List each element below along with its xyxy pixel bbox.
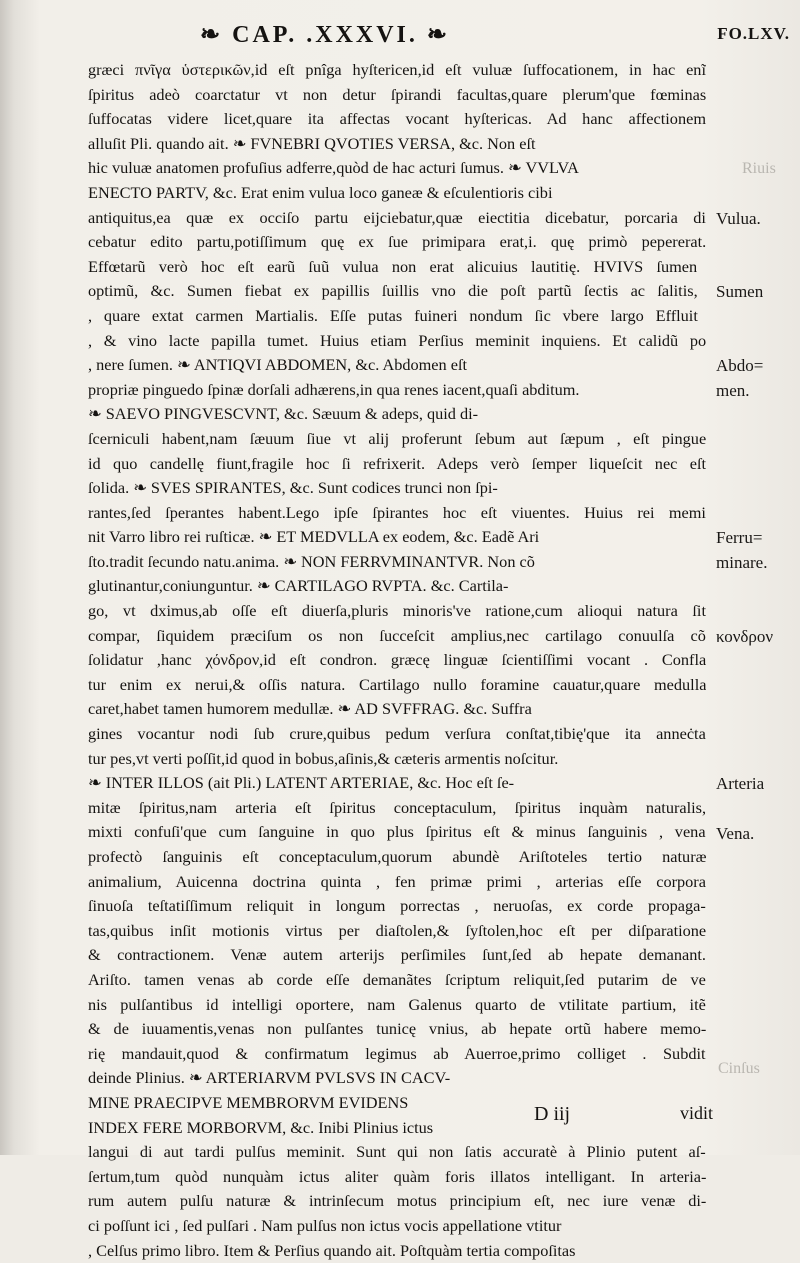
text-line: , quare extat carmen Martialis. Eſſe putas fuineri nondum ſic vbere largo Effluit xyxy=(88,304,706,329)
text-line: tur pes,vt verti poſſit,id quod in bobus,aſinis,& cæteris armentis noſcitur. xyxy=(88,747,706,772)
text-line: ſpiritus adeò coarctatur vt non detur ſpirandi facultas,quare plerum'que fœminas xyxy=(88,83,706,108)
text-line: profectò ſanguinis eſt conceptaculum,quorum abundè Ariſtoteles tertio naturæ xyxy=(88,845,706,870)
text-line: ſinuoſa teſtatiſſimum reliquit in longum porrectas , neruoſas, ex corde propaga- xyxy=(88,894,706,919)
text-line: nit Varro libro rei ruſticæ. ❧ ET MEDVLLA ex eodem, &c. Eadẽ Ari xyxy=(88,525,706,550)
text-line: hic vuluæ anatomen profuſius adferre,quòd de hac acturi ſumus. ❧ VVLVA xyxy=(88,156,706,181)
text-line: propriæ pinguedo ſpinæ dorſali adhærens,in qua renes iacent,quaſi abditum. xyxy=(88,378,706,403)
text-line: & contractionem. Venæ autem arterijs perſimiles ſunt,ſed ab hepate demanant. xyxy=(88,943,706,968)
text-line: deinde Plinius. ❧ ARTERIARVM PVLSVS IN CACV- xyxy=(88,1066,706,1091)
margin-note: Vena. xyxy=(716,823,798,845)
text-line: nis pulſantibus id intelligi oportere, nam Galenus quarto de vtilitate partium, itẽ xyxy=(88,993,706,1018)
text-line: mixti confuſi'que cum ſanguine in quo plus ſpiritus eſt & minus ſanguinis , vena xyxy=(88,820,706,845)
text-line: ſto.tradit ſecundo natu.anima. ❧ NON FERRVMINANTVR. Non cõ xyxy=(88,550,706,575)
text-line: antiquitus,ea quæ ex occiſo partu eijciebatur,quæ eiectitia dicebatur, porcaria di xyxy=(88,206,706,231)
page-footer xyxy=(88,1103,713,1133)
margin-note: men. xyxy=(716,380,798,402)
text-line: optimũ, &c. Sumen fiebat ex papillis ſuillis vno die poſt partũ ſectis ac ſalitis, xyxy=(88,279,706,304)
text-line: tur enim ex nerui,& oſſis natura. Cartilago nullo foramine cauatur,quare medulla xyxy=(88,673,706,698)
text-line: græci πνῖγα ὑστερικῶν,id eſt pnîga hyſtericen,id eſt vuluæ ſuffocationem, in hac enĩ xyxy=(88,58,706,83)
text-line: , & vino lacte papilla tumet. Huius etiam Perſius meminit inquiens. Et calidũ po xyxy=(88,329,706,354)
text-line: ſuffocatas videre licet,quare ita affectas vocant hyſtericas. Ad hanc affectionem xyxy=(88,107,706,132)
margin-note: minare. xyxy=(716,552,798,574)
margin-note: Vulua. xyxy=(716,208,798,230)
text-line: & de iuuamentis,venas non pulſantes tunicę vnius, ab hepate ortũ habere memo- xyxy=(88,1017,706,1042)
bleed-through-text: Cinſus xyxy=(718,1060,760,1078)
text-line: , nere ſumen. ❧ ANTIQVI ABDOMEN, &c. Abdomen eſt xyxy=(88,353,706,378)
margin-note: Sumen xyxy=(716,281,798,303)
text-line: id quo candellę fiunt,fragile hoc ſi refrixerit. Adeps verò ſemper liqueſcit nec eſt xyxy=(88,452,706,477)
signature-mark: D iij xyxy=(534,1103,570,1126)
bleed-through-text: Riuis xyxy=(742,160,776,178)
text-line: tas,quibus inſit motionis virtus per diaſtolen,& ſyſtolen,hoc eſt per diſparatione xyxy=(88,919,706,944)
text-line: cebatur edito partu,potiſſimum quę ex ſue primipara erat,i. quę primò pepererat. xyxy=(88,230,706,255)
folio-number: FO.LXV. xyxy=(717,24,790,44)
catchword: vidit xyxy=(680,1103,713,1124)
text-line: ſolida. ❧ SVES SPIRANTES, &c. Sunt codices trunci non ſpi- xyxy=(88,476,706,501)
text-line: go, vt dximus,ab oſſe eſt diuerſa,pluris minoris've ratione,cum alioqui natura ſit xyxy=(88,599,706,624)
text-line: MINE PRAECIPVE MEMBRORVM EVIDENS xyxy=(88,1091,706,1116)
text-line: rię mandauit,quod & confirmatum legimus ab Auerroe,primo colliget . Subdit xyxy=(88,1042,706,1067)
text-line: ci poſſunt ici , ſed pulſari . Nam pulſus non ictus vocis appellatione vtitur xyxy=(88,1214,706,1239)
text-line: ſertum,tum quòd nunquàm ictus aliter quàm foris illatos intelligant. In arteria- xyxy=(88,1165,706,1190)
text-line: ENECTO PARTV, &c. Erat enim vulua loco ganeæ & eſculentioris cibi xyxy=(88,181,706,206)
text-line: compar, ſiquidem præciſum os non ſucceſcit amplius,nec cartilago conuulſa cõ xyxy=(88,624,706,649)
text-line: animalium, Auicenna doctrina quinta , fen primæ primi , arterias eſſe corpora xyxy=(88,870,706,895)
margin-note: Abdo= xyxy=(716,355,798,377)
margin-note: Ferru= xyxy=(716,527,798,549)
text-line: langui di aut tardi pulſus meminit. Sunt qui non ſatis accuratè à Plinio putent aſ- xyxy=(88,1140,706,1165)
running-head: ❧ CAP. .XXXVI. ❧ xyxy=(200,20,450,49)
text-line: ❧ INTER ILLOS (ait Pli.) LATENT ARTERIAE, &c. Hoc eſt ſe- xyxy=(88,771,706,796)
page-header xyxy=(200,20,790,50)
text-line: ❧ SAEVO PINGVESCVNT, &c. Sæuum & adeps, quid di- xyxy=(88,402,706,427)
text-line: alluſit Pli. quando ait. ❧ FVNEBRI QVOTIES VERSA, &c. Non eſt xyxy=(88,132,706,157)
text-line: INDEX FERE MORBORVM, &c. Inibi Plinius ictus xyxy=(88,1116,706,1141)
text-line: gines vocantur nodi ſub crure,quibus pedum verſura conſtat,tibię'que ita anneċta xyxy=(88,722,706,747)
margin-note: Arteria xyxy=(716,773,798,795)
text-line: ſcerniculi habent,nam ſæuum ſiue vt alij proferunt ſebum aut ſæpum , eſt pingue xyxy=(88,427,706,452)
commentary-text-block xyxy=(88,58,706,1263)
text-line: Effœtarũ verò hoc eſt earũ ſuũ vulua non erat alicuius lautitię. HVIVS ſumen xyxy=(88,255,706,280)
text-line: caret,habet tamen humorem medullæ. ❧ AD SVFFRAG. &c. Suffra xyxy=(88,697,706,722)
text-line: glutinantur,coniunguntur. ❧ CARTILAGO RVPTA. &c. Cartila- xyxy=(88,574,706,599)
margin-note: κονδρον xyxy=(716,626,798,648)
text-line: rum autem pulſu naturæ & intrinſecum motus principium eſt, nec iure venæ di- xyxy=(88,1189,706,1214)
text-line: Ariſto. tamen venas ab corde eſſe demanãtes ſcriptum reliquit,ſed putarim de ve xyxy=(88,968,706,993)
text-line: mitæ ſpiritus,nam arteria eſt ſpiritus conceptaculum, ſpiritus inquàm naturalis, xyxy=(88,796,706,821)
text-line: ſolidatur ,hanc χόνδρον,id eſt condron. græcę linguæ ſcientiſſimi vocant . Confla xyxy=(88,648,706,673)
text-line: rantes,ſed ſperantes habent.Lego ipſe ſpirantes hoc eſt viuentes. Huius rei memi xyxy=(88,501,706,526)
text-line: , Celſus primo libro. Item & Perſius quando ait. Poſtquàm tertia compoſitas xyxy=(88,1239,706,1263)
